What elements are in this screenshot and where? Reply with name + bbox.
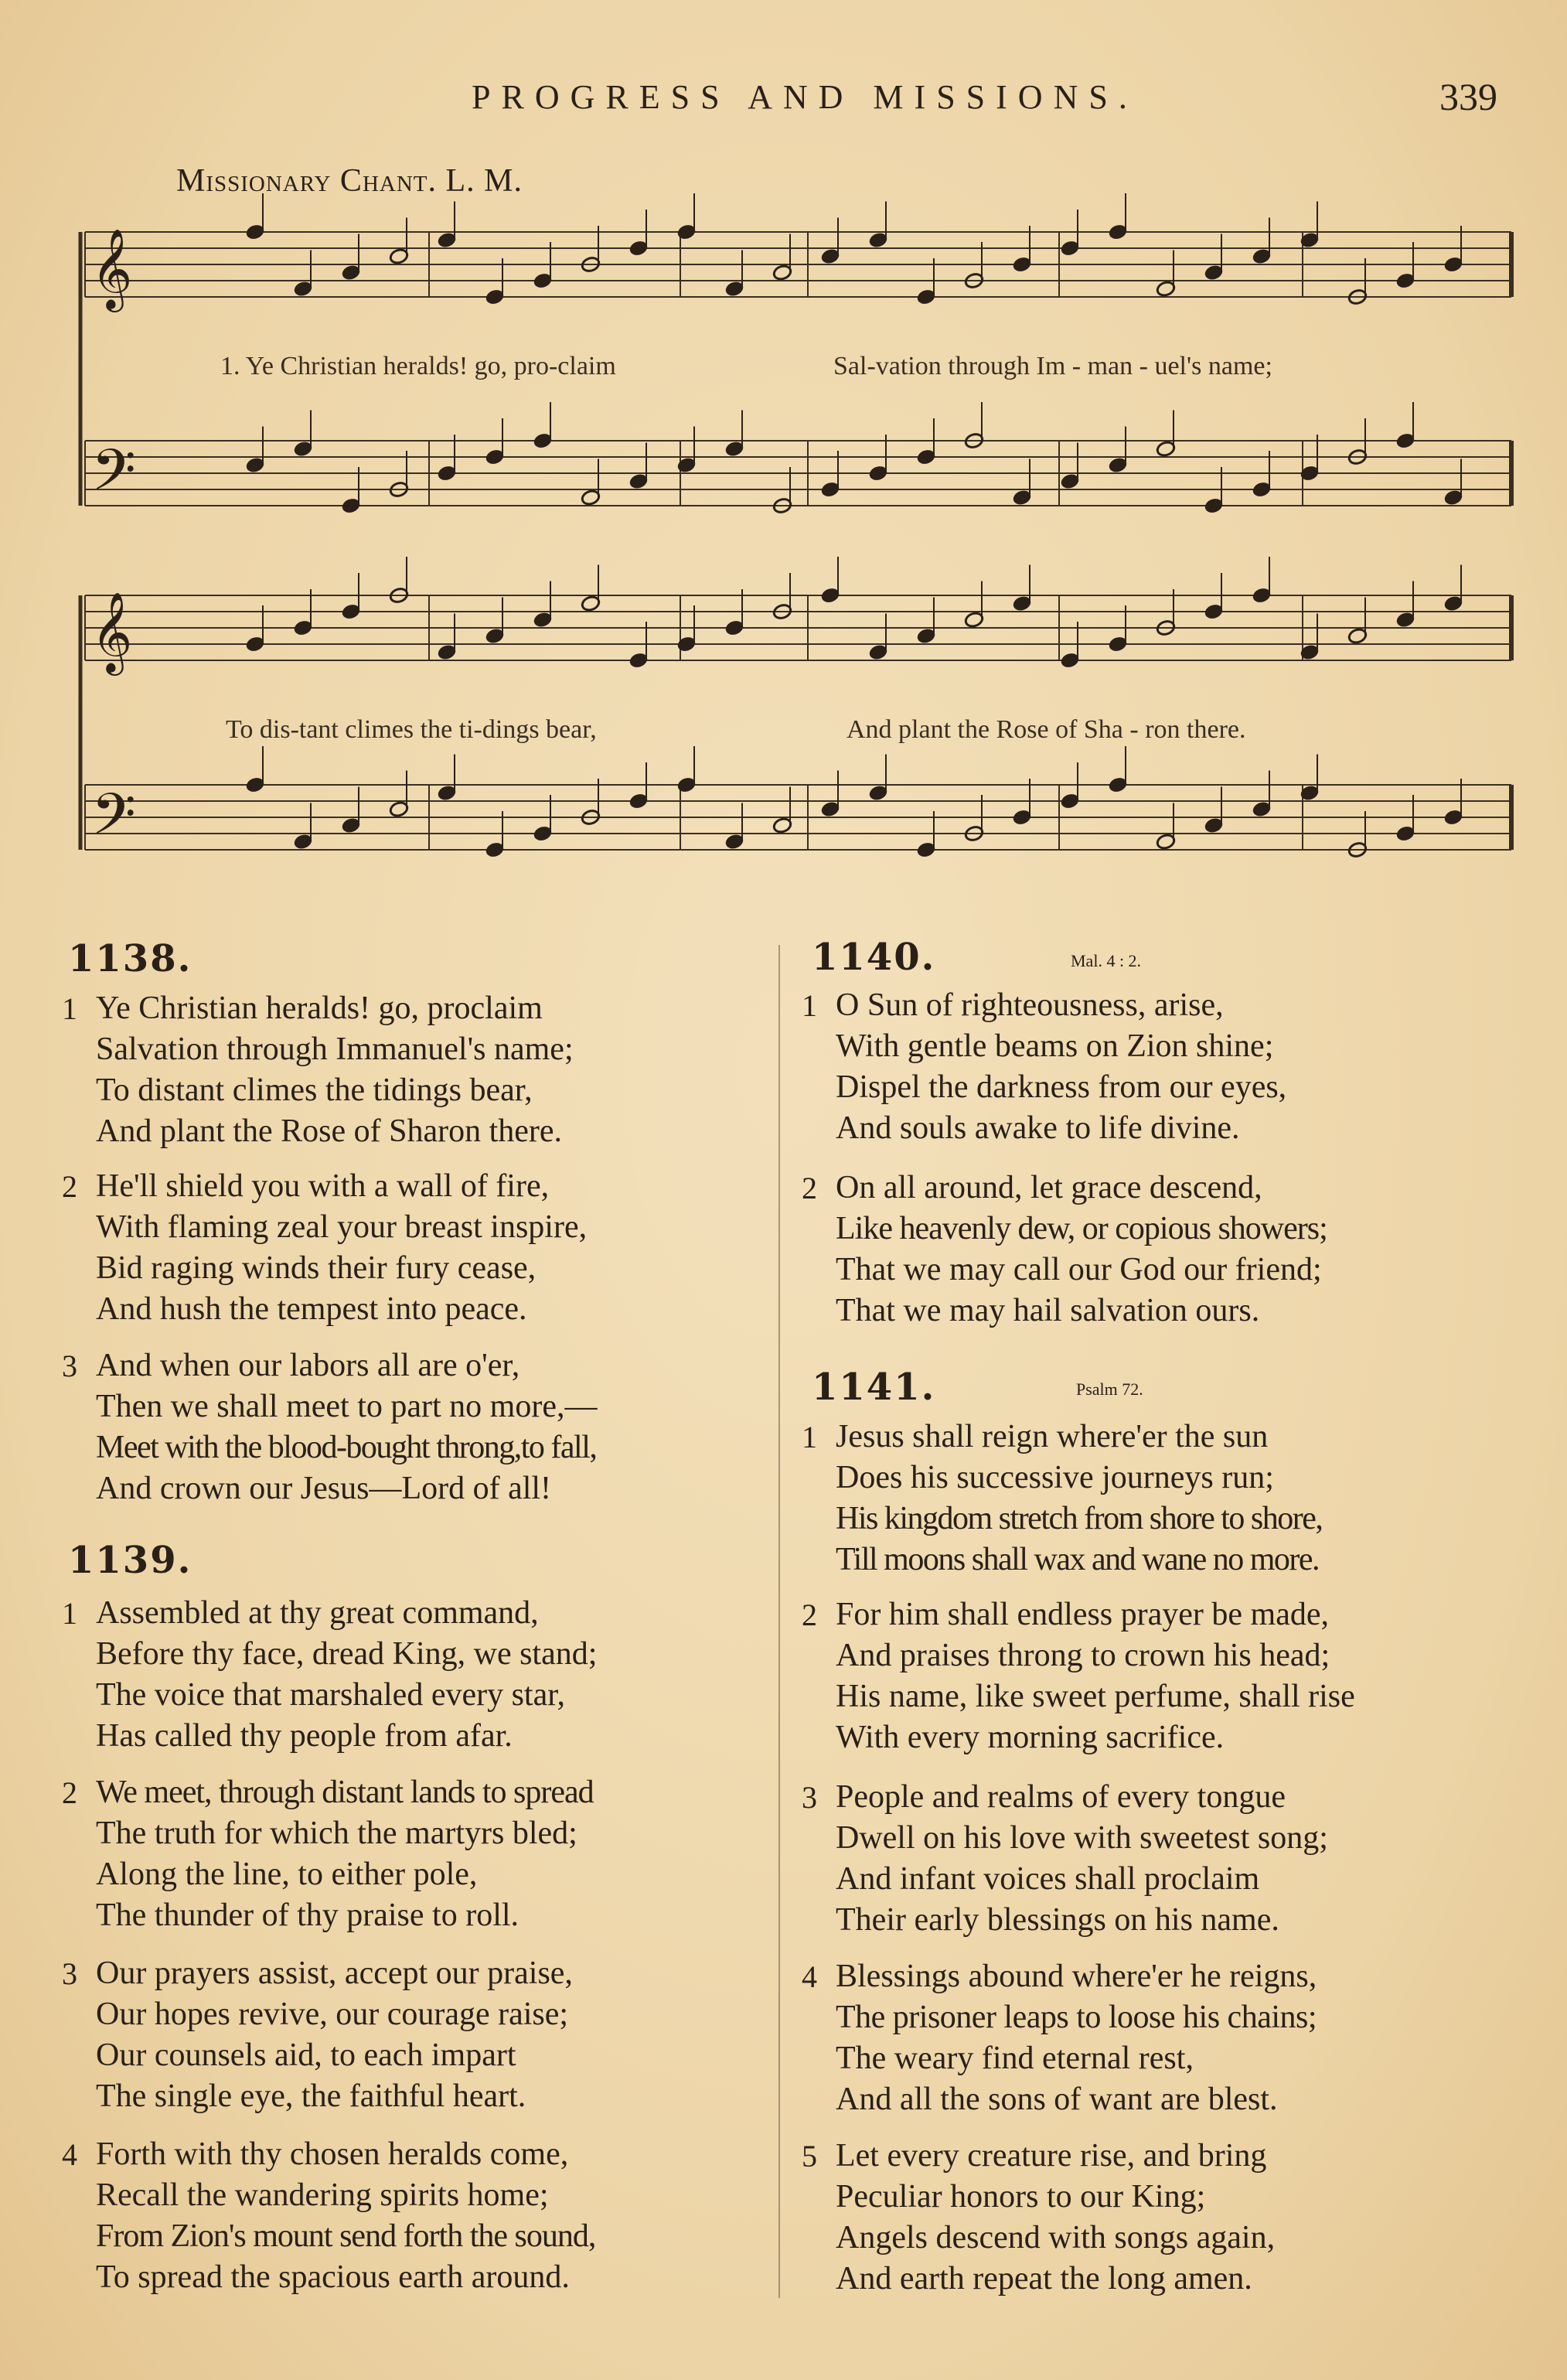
hymn-1138-stanza-3: [62, 1345, 597, 1509]
verse-line: And crown our Jesus—Lord of all!: [96, 1471, 552, 1506]
verse-line: Peculiar honors to our King;: [836, 2179, 1206, 2215]
verse-line: The single eye, the faithful heart.: [96, 2078, 526, 2114]
verse-line: Salvation through Immanuel's name;: [96, 1031, 574, 1067]
scripture-reference: Psalm 72.: [1076, 1379, 1143, 1399]
scripture-reference: Mal. 4 : 2.: [1071, 951, 1142, 970]
verse-line: Has called thy people from afar.: [96, 1718, 513, 1754]
hymn-1139-stanza-2: [62, 1772, 594, 1936]
verse-line: And infant voices shall proclaim: [836, 1861, 1260, 1897]
hymn-number-1141: 1141.: [812, 1366, 936, 1409]
verse-line: Blessings abound where'er he reigns,: [836, 1959, 1317, 1994]
verse-line: Our prayers assist, accept our praise,: [96, 1955, 573, 1991]
hymn-1141-stanza-5: [802, 2136, 1275, 2300]
verse-line: His kingdom stretch from shore to shore,: [836, 1501, 1323, 1536]
running-head: PROGRESS AND MISSIONS.: [472, 78, 1138, 116]
hymn-1140-stanza-1: [802, 985, 1286, 1149]
tune-title: Missionary Chant. L. M.: [176, 163, 523, 199]
hymn-1138-stanza-1: [62, 988, 574, 1152]
verse-line: For him shall endless prayer be made,: [836, 1597, 1329, 1632]
verse-number: 1: [802, 1420, 817, 1454]
verse-line: Jesus shall reign where'er the sun: [836, 1419, 1269, 1454]
verse-line: Ye Christian heralds! go, proclaim: [96, 991, 543, 1026]
verse-line: Bid raging winds their fury cease,: [96, 1250, 537, 1286]
hymn-number-1140: 1140.: [812, 936, 936, 979]
hymn-1140-stanza-2: [802, 1168, 1327, 1332]
verse-line: Meet with the blood-bought throng,to fall,: [96, 1430, 597, 1465]
verse-line: And when our labors all are o'er,: [96, 1348, 520, 1383]
verse-number: 2: [802, 1597, 817, 1632]
verse-line: O Sun of righteousness, arise,: [836, 987, 1224, 1023]
verse-line: Our counsels aid, to each impart: [96, 2037, 516, 2073]
hymn-1141-stanza-3: [802, 1777, 1328, 1941]
verse-line: Dwell on his love with sweetest song;: [836, 1820, 1328, 1856]
hymn-1139-stanza-3: [62, 1953, 573, 2117]
verse-line: Assembled at thy great command,: [96, 1595, 539, 1631]
verse-number: 4: [802, 1959, 817, 1994]
verse-line: Recall the wandering spirits home;: [96, 2177, 549, 2213]
verse-line: Till moons shall wax and wane no more.: [836, 1542, 1320, 1577]
verse-line: Like heavenly dew, or copious showers;: [836, 1211, 1327, 1246]
verse-number: 1: [802, 988, 817, 1023]
hymn-1139-stanza-1: [62, 1593, 597, 1757]
verse-line: And earth repeat the long amen.: [836, 2261, 1252, 2296]
verse-line: And all the sons of want are blest.: [836, 2082, 1278, 2117]
hymn-number-1138: 1138.: [68, 937, 192, 980]
verse-line: And souls awake to life divine.: [836, 1110, 1240, 1146]
verse-number: 2: [62, 1775, 77, 1810]
page-number: 339: [1439, 75, 1497, 118]
svg-text:𝄢: 𝄢: [91, 781, 136, 862]
verse-line: With flaming zeal your breast inspire,: [96, 1209, 588, 1245]
verse-line: With every morning sacrifice.: [836, 1720, 1225, 1755]
verse-line: His name, like sweet perfume, shall rise: [836, 1679, 1355, 1714]
verse-line: The weary find eternal rest,: [836, 2041, 1194, 2076]
verse-line: People and realms of every tongue: [836, 1779, 1286, 1815]
verse-number: 3: [802, 1780, 817, 1815]
verse-line: Angels descend with songs again,: [836, 2220, 1276, 2256]
verse-line: And plant the Rose of Sharon there.: [96, 1113, 563, 1149]
verse-line: Their early blessings on his name.: [836, 1902, 1279, 1938]
hymn-number-1139: 1139.: [68, 1539, 192, 1582]
verse-line: To spread the spacious earth around.: [96, 2259, 570, 2295]
verse-line: To distant climes the tidings bear,: [96, 1072, 533, 1108]
verse-line: Let every creature rise, and bring: [836, 2138, 1267, 2174]
hymn-1141-stanza-4: [802, 1956, 1317, 2120]
verse-number: 2: [802, 1171, 817, 1205]
verse-number: 2: [62, 1169, 77, 1204]
verse-line: The truth for which the martyrs bled;: [96, 1816, 577, 1851]
lyrics-line-1b: Sal-vation through Im - man - uel's name;: [833, 352, 1272, 380]
hymn-1139-stanza-4: [62, 2134, 595, 2298]
column-divider: [778, 945, 780, 2298]
verse-line: And hush the tempest into peace.: [96, 1291, 527, 1327]
lyrics-line-2b: And plant the Rose of Sha - ron there.: [847, 715, 1246, 744]
verse-line: Along the line, to either pole,: [96, 1857, 478, 1892]
lyrics-line-2a: To dis-tant climes the ti-dings bear,: [226, 715, 597, 744]
music-score: [0, 0, 1567, 912]
verse-number: 4: [62, 2137, 77, 2172]
verse-line: Before thy face, dread King, we stand;: [96, 1636, 598, 1672]
verse-line: Forth with thy chosen heralds come,: [96, 2136, 569, 2172]
svg-text:𝄞: 𝄞: [91, 592, 133, 673]
verse-number: 1: [62, 991, 77, 1026]
verse-line: The thunder of thy praise to roll.: [96, 1898, 519, 1933]
verse-number: 5: [802, 2139, 817, 2174]
verse-line: Our hopes revive, our courage raise;: [96, 1996, 569, 2032]
hymn-1138-stanza-2: [62, 1166, 587, 1330]
verse-number: 3: [62, 1956, 77, 1991]
verse-line: Does his successive journeys run;: [836, 1460, 1274, 1495]
verse-line: He'll shield you with a wall of fire,: [96, 1168, 550, 1204]
svg-text:𝄞: 𝄞: [91, 228, 133, 309]
hymn-1141-stanza-1: [802, 1417, 1322, 1580]
hymn-1141-stanza-2: [802, 1594, 1355, 1758]
svg-text:𝄢: 𝄢: [91, 437, 136, 518]
verse-line: The voice that marshaled every star,: [96, 1677, 566, 1713]
verse-line: Dispel the darkness from our eyes,: [836, 1069, 1287, 1105]
verse-line: The prisoner leaps to loose his chains;: [836, 2000, 1317, 2035]
verse-line: On all around, let grace descend,: [836, 1170, 1262, 1205]
verse-line: And praises throng to crown his head;: [836, 1638, 1330, 1673]
verse-line: From Zion's mount send forth the sound,: [96, 2218, 596, 2254]
verse-number: 3: [62, 1349, 77, 1383]
verse-line: That we may hail salvation ours.: [836, 1293, 1260, 1328]
verse-line: That we may call our God our friend;: [836, 1252, 1322, 1287]
lyrics-line-1a: 1. Ye Christian heralds! go, pro-claim: [220, 352, 616, 380]
verse-line: With gentle beams on Zion shine;: [836, 1028, 1274, 1064]
verse-line: We meet, through distant lands to spread: [96, 1775, 594, 1810]
verse-line: Then we shall meet to part no more,—: [96, 1389, 598, 1424]
verse-number: 1: [62, 1596, 77, 1631]
